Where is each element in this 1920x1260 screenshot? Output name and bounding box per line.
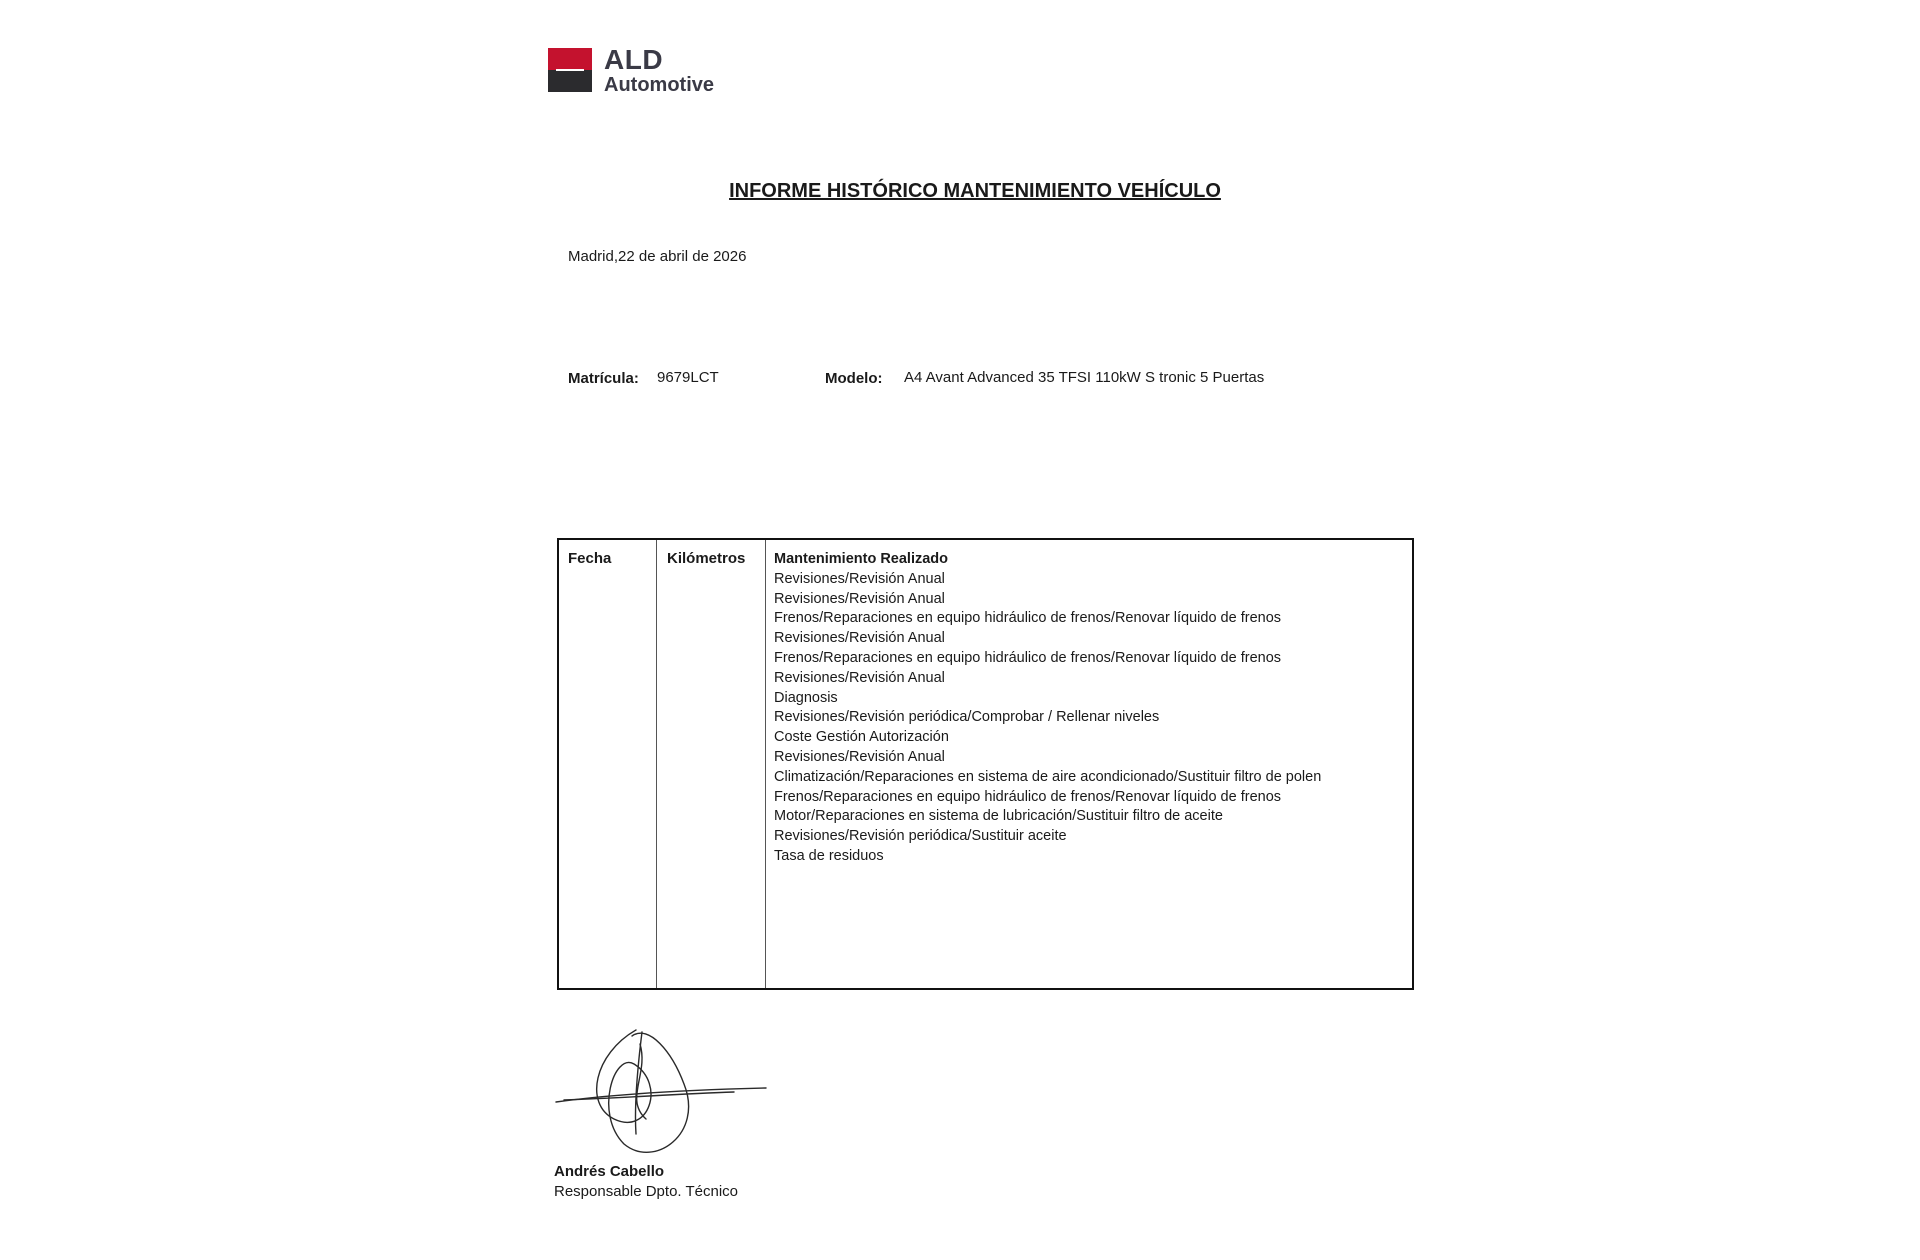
logo-subtitle-text: Automotive	[604, 74, 714, 96]
maintenance-list	[774, 550, 1334, 867]
maintenance-item: Revisiones/Revisión Anual	[774, 570, 945, 587]
model-label: Modelo:	[825, 370, 883, 387]
maintenance-item: Frenos/Reparaciones en equipo hidráulico de frenos/Renovar líquido de frenos	[774, 610, 1282, 627]
maintenance-item: Revisiones/Revisión Anual	[774, 669, 945, 686]
column-divider	[656, 540, 657, 988]
maintenance-table	[557, 538, 1414, 990]
maintenance-item: Frenos/Reparaciones en equipo hidráulico de frenos/Renovar líquido de frenos	[774, 788, 1282, 805]
maintenance-item: Revisiones/Revisión periódica/Sustituir aceite	[774, 828, 1067, 845]
maintenance-item: Climatización/Reparaciones en sistema de aire acondicionado/Sustituir filtro de polen	[774, 768, 1322, 785]
maintenance-item: Tasa de residuos	[774, 847, 884, 864]
maintenance-item: Coste Gestión Autorización	[774, 729, 949, 746]
signer-name: Andrés Cabello	[554, 1163, 665, 1180]
ald-logo-mark-icon	[548, 48, 592, 92]
document-date: Madrid,22 de abril de 2026	[568, 248, 747, 265]
logo-brand-text: ALD	[604, 44, 664, 75]
plate-label: Matrícula:	[568, 370, 639, 387]
column-divider	[765, 540, 766, 988]
maintenance-item: Revisiones/Revisión Anual	[774, 748, 945, 765]
model-value: A4 Avant Advanced 35 TFSI 110kW S tronic 5 Puertas	[904, 369, 1265, 386]
maintenance-item: Revisiones/Revisión periódica/Comprobar / Rellenar niveles	[774, 709, 1160, 726]
header-km: Kilómetros	[667, 550, 746, 567]
maintenance-item: Frenos/Reparaciones en equipo hidráulico de frenos/Renovar líquido de frenos	[774, 649, 1282, 666]
header-maintenance: Mantenimiento Realizado	[774, 551, 949, 567]
header-date: Fecha	[568, 550, 612, 567]
maintenance-item: Revisiones/Revisión Anual	[774, 630, 945, 647]
handwritten-signature	[554, 1024, 768, 1154]
document-title: INFORME HISTÓRICO MANTENIMIENTO VEHÍCULO	[729, 180, 1221, 202]
signer-role: Responsable Dpto. Técnico	[554, 1183, 738, 1200]
maintenance-item: Revisiones/Revisión Anual	[774, 590, 945, 607]
plate-value: 9679LCT	[657, 369, 719, 386]
ald-automotive-logo	[548, 44, 748, 96]
maintenance-item: Motor/Reparaciones en sistema de lubricación/Sustituir filtro de aceite	[774, 808, 1223, 825]
maintenance-item: Diagnosis	[774, 689, 838, 706]
